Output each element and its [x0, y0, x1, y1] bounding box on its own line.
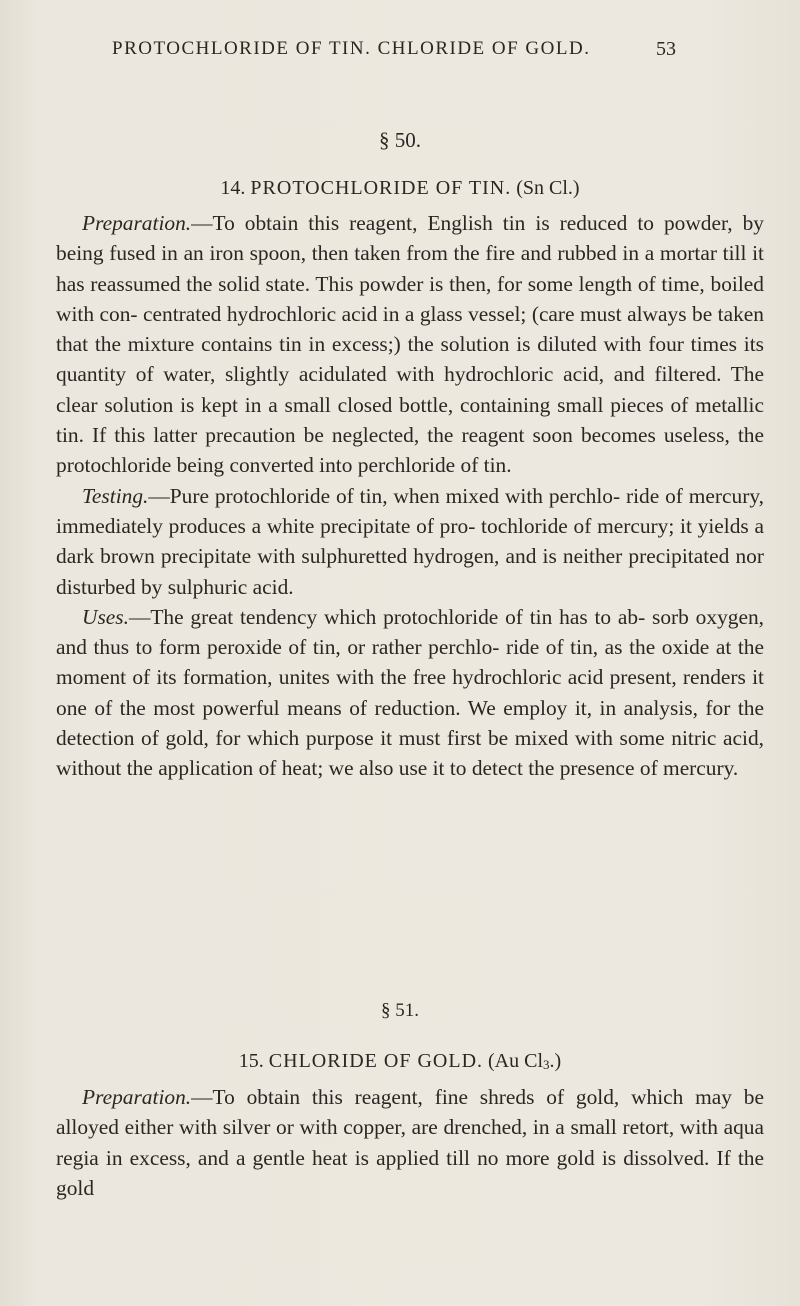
paragraph-lead: Preparation. — [82, 1085, 192, 1109]
section-51-body — [56, 1082, 764, 1203]
paragraph-testing — [56, 481, 764, 602]
heading-title: CHLORIDE OF GOLD. — [268, 1050, 484, 1072]
section-mark-51: § 51. — [381, 1000, 419, 1021]
section-50-body — [56, 208, 764, 784]
paragraph-lead: Testing. — [82, 483, 149, 508]
heading-formula: (Sn Cl.) — [516, 177, 580, 199]
heading-number: 15. — [238, 1050, 264, 1072]
paragraph-text: —To obtain this reagent, English tin is reduced to powder, by being fused in an iron spoon, then taken from the fire and rubbed in a mortar till it has reassumed the solid state. This powder is then, for some length of time, boiled with con- centrated hydrochloric acid in a glass vessel; (care must always be taken that the mixture contains tin in excess;) the solution is diluted with four times its quantity of water, slightly acidulated with hydrochloric acid, and filtered. The clear solution is kept in a small closed bottle, containing small pieces of metallic tin. If this latter precaution be neglected, the reagent soon becomes useless, the protochloride being converted into perchloride of tin. — [56, 211, 764, 478]
paragraph-lead: Preparation. — [82, 211, 192, 235]
paragraph-uses — [56, 602, 764, 784]
heading-formula: (Au $Cl_3$.) — [488, 1050, 562, 1072]
running-title: PROTOCHLORIDE OF TIN. CHLORIDE OF GOLD. — [112, 38, 591, 59]
paragraph-text: —The great tendency which protochloride of tin has to ab- sorb oxygen, and thus to form peroxide of tin, or rather perchlo- ride of tin, as the oxide at the moment of its formation, unites with the free hydrochloric acid present, renders it one of the most powerful means of reduction. We employ it, in analysis, for the detection of gold, for which purpose it must first be mixed with some nitric acid, without the application of heat; we also use it to detect the presence of mercury. — [56, 604, 764, 781]
section-heading-tin — [0, 177, 800, 200]
section-heading-gold — [0, 1050, 800, 1073]
page-number: 53 — [656, 38, 676, 60]
paragraph-text: —Pure protochloride of tin, when mixed with perchlo- ride of mercury, immediately produces a white precipitate of pro- tochloride of mercury; it yields a dark brown precipitate with sulphuretted hydrogen, and is neither precipitated nor disturbed by sulphuric acid. — [56, 483, 764, 599]
paragraph-text: —To obtain this reagent, fine shreds of gold, which may be alloyed either with silver or with copper, are drenched, in a small retort, with aqua regia in excess, and a gentle heat is applied till no more gold is dissolved. If the gold — [56, 1085, 764, 1200]
heading-number: 14. — [220, 177, 246, 199]
heading-title: PROTOCHLORIDE OF TIN. — [250, 177, 512, 199]
running-head — [112, 38, 676, 68]
paragraph-lead: Uses. — [82, 604, 129, 629]
section-mark-50: § 50. — [379, 128, 421, 152]
paragraph-preparation — [56, 208, 764, 481]
paragraph-preparation-gold — [56, 1082, 764, 1203]
